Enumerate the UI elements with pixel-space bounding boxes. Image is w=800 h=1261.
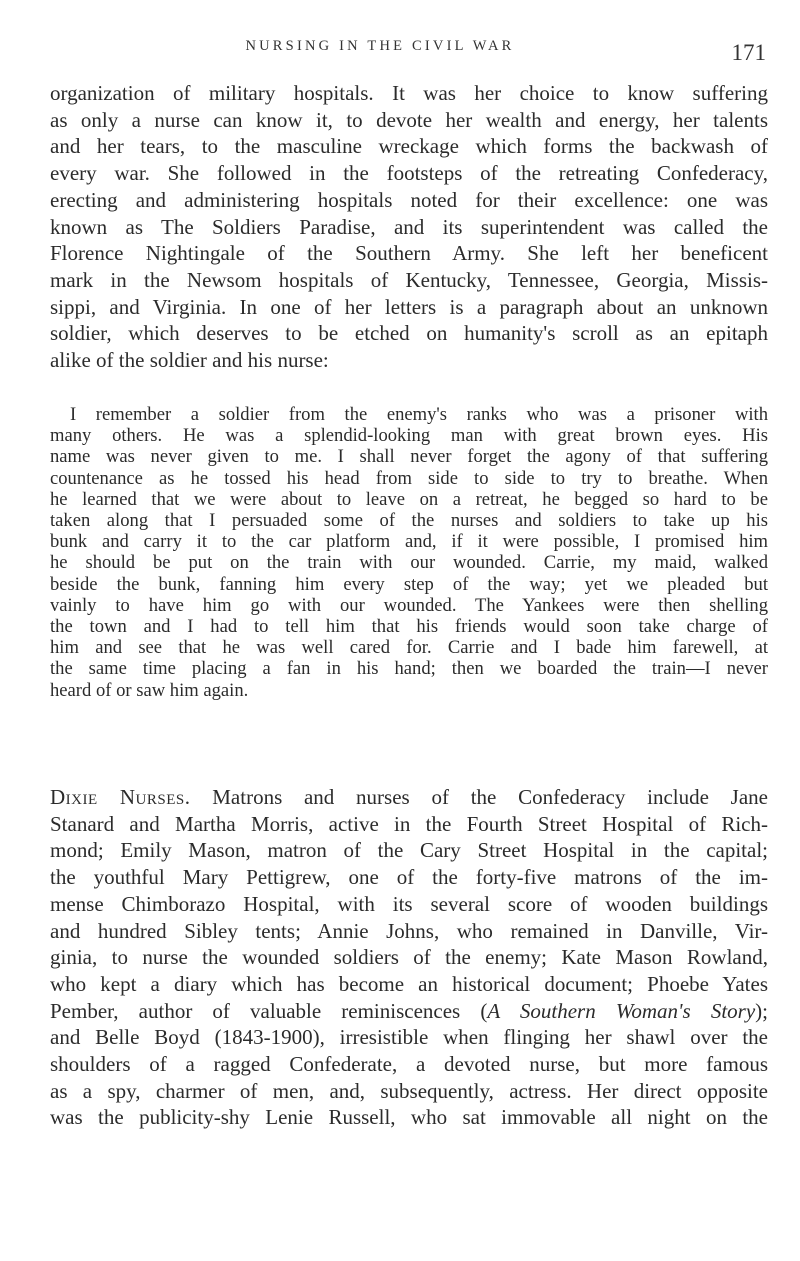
quote-line: countenance as he tossed his head from side to side to try to breathe. When [50, 467, 768, 489]
quote-line: beside the bunk, fanning him every step of the way; yet we pleaded but [50, 573, 768, 595]
section-run-in-heading: Dixie Nurses. [50, 785, 191, 809]
text-line: Stanard and Martha Morris, active in the Fourth Street Hospital of Rich- [50, 811, 768, 836]
text-line: alike of the soldier and his nurse: [50, 348, 329, 373]
paragraph-hospital-organization [50, 80, 768, 374]
text-line [50, 998, 768, 1025]
text-line: Florence Nightingale of the Southern Army. She left her beneficent [50, 241, 768, 266]
quote-line: he learned that we were about to leave on a retreat, he begged so hard to be [50, 488, 768, 510]
text-line: mense Chimborazo Hospital, with its several score of wooden buildings [50, 891, 768, 916]
quote-line: him and see that he was well cared for. Carrie and I bade him farewell, at [50, 637, 768, 659]
quote-line: I remember a soldier from the enemy's ranks who was a prisoner with [70, 404, 768, 425]
book-title: A Southern Woman's Story [487, 998, 756, 1023]
text-line: known as The Soldiers Paradise, and its superintendent was called the [50, 214, 768, 239]
text-line: who kept a diary which has become an historical document; Phoebe Yates [50, 971, 768, 996]
block-quote-letter [50, 404, 768, 701]
text-line: soldier, which deserves to be etched on humanity's scroll as an epitaph [50, 321, 768, 346]
text-line: and Belle Boyd (1843-1900), irresistible when flinging her shawl over the [50, 1025, 768, 1050]
quote-line: name was never given to me. I shall never forget the agony of that suffering [50, 446, 768, 468]
quote-line: vainly to have him go with our wounded. The Yankees were then shelling [50, 594, 768, 616]
text-line: sippi, and Virginia. In one of her letters is a paragraph about an unknown [50, 294, 768, 319]
text-line: erecting and administering hospitals noted for their excellence: one was [50, 187, 768, 212]
text-line: mark in the Newsom hospitals of Kentucky, Tennessee, Georgia, Missis- [50, 267, 768, 292]
text-line: was the publicity-shy Lenie Russell, who sat immovable all night on the [50, 1105, 768, 1130]
text-line: as only a nurse can know it, to devote her wealth and energy, her talents [50, 107, 768, 132]
page-number: 171 [731, 40, 766, 65]
quote-line: many others. He was a splendid-looking man with great brown eyes. His [50, 425, 768, 447]
quote-line: heard of or saw him again. [50, 679, 249, 701]
text-run: Pember, author of valuable reminiscences ( [50, 998, 488, 1023]
text-line: mond; Emily Mason, matron of the Cary Street Hospital in the capital; [50, 838, 768, 863]
text-line: and hundred Sibley tents; Annie Johns, who remained in Danville, Vir- [50, 918, 768, 943]
quote-line: bunk and carry it to the car platform and, if it were possible, I promised him [50, 531, 768, 553]
quote-line: he should be put on the train with our wounded. Carrie, my maid, walked [50, 552, 768, 574]
text-line [50, 784, 768, 811]
text-line: and her tears, to the masculine wreckage which forms the backwash of [50, 134, 768, 159]
text-line: organization of military hospitals. It was her choice to know suffering [50, 81, 768, 105]
text-line: every war. She followed in the footsteps of the retreating Confederacy, [50, 161, 768, 186]
running-head: NURSING IN THE CIVIL WAR [245, 38, 515, 54]
text-line: shoulders of a ragged Confederate, a devoted nurse, but more famous [50, 1052, 768, 1077]
quote-line: the town and I had to tell him that his friends would soon take charge of [50, 616, 768, 638]
text-line: as a spy, charmer of men, and, subsequently, actress. Her direct opposite [50, 1078, 768, 1103]
text-line: the youthful Mary Pettigrew, one of the forty-five matrons of the im- [50, 865, 768, 890]
text-run: ); [755, 998, 768, 1023]
text-run: Matrons and nurses of the Confederacy include Jane [190, 785, 768, 809]
text-line: ginia, to nurse the wounded soldiers of the enemy; Kate Mason Rowland, [50, 945, 768, 970]
quote-line: the same time placing a fan in his hand; then we boarded the train—I never [50, 658, 768, 680]
quote-line: taken along that I persuaded some of the nurses and soldiers to take up his [50, 510, 768, 532]
paragraph-dixie-nurses [50, 784, 768, 1131]
